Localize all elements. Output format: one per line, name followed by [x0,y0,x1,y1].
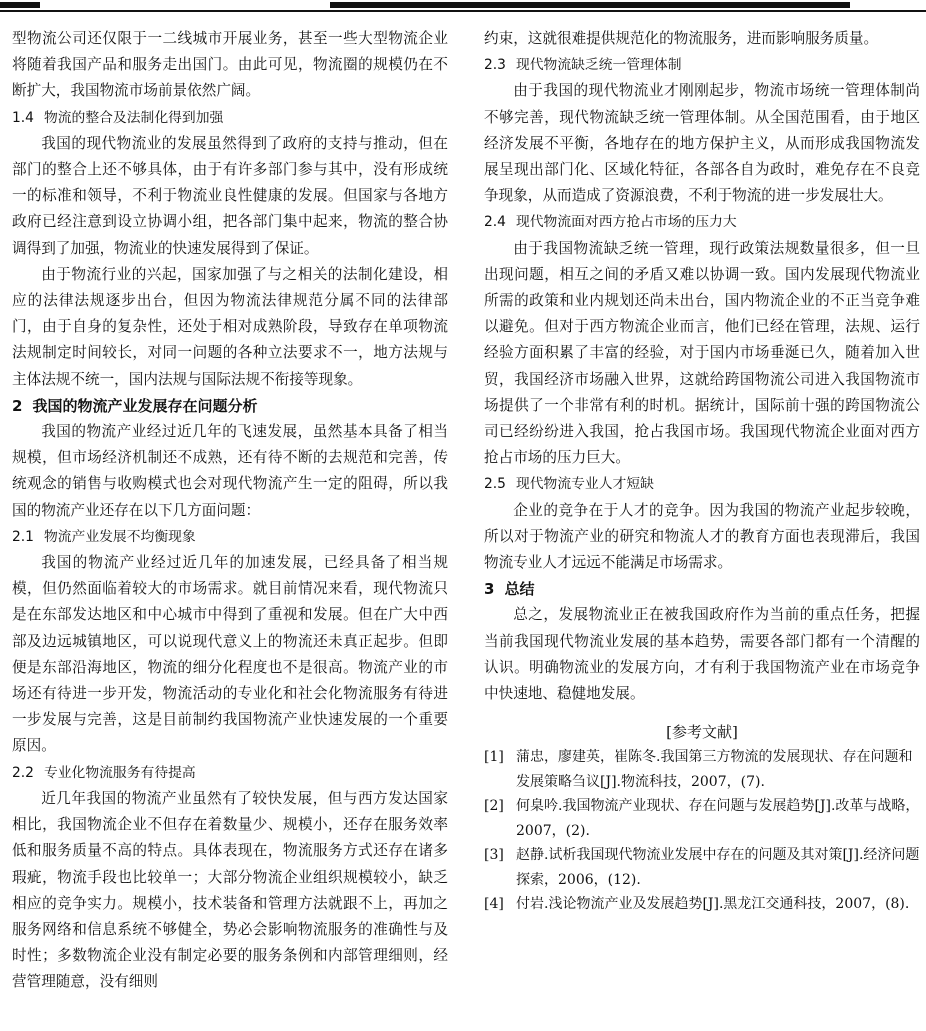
references-list [484,745,920,917]
paragraph: 型物流公司还仅限于一二线城市开展业务，甚至一些大型物流企业将随着我国产品和服务走出国门。由此可见，物流圈的规模仍在不断扩大，我国物流市场前景依然广阔。 [12,30,448,100]
paragraph: 我国的物流产业经过近几年的飞速发展，虽然基本具备了相当规模，但市场经济机制还不成熟，还有待不断的去规范和完善，传统观念的销售与收购模式也会对现代物流产生一定的阻碍，所以我国的物流产业还存在以下几方面问题： [12,423,448,519]
right-column [484,26,920,917]
section-heading-2 [12,393,448,419]
paragraph: 由于物流行业的兴起，国家加强了与之相关的法制化建设，相应的法律法规逐步出台，但因为物流法律规范分属不同的法律部门，由于自身的复杂性，还处于相对成熟阶段，导致存在单项物流法规制定时间较长，对同一问题的各种立法要求不一，地方法规与主体法规不统一，国内法规与国际法规不衔接等现象。 [12,265,448,388]
section-number: 2.1 [12,528,34,545]
reference-text: 何臬吟.我国物流产业现状、存在问题与发展趋势[J].改革与战略，2007，(2). [516,798,920,839]
header-fragment-center [330,2,850,8]
references-title: [参考文献] [666,723,738,742]
section-title: 物流产业发展不均衡现象 [43,528,196,545]
header-fragment-left [0,2,40,8]
section-number: 2.2 [12,764,34,781]
paragraph: 我国的物流产业经过近几年的加速发展，已经具备了相当规模，但仍然面临着较大的市场需求。就目前情况来看，现代物流只是在东部发达地区和中心城市中得到了重视和发展。但在广大中西部及边远城镇地区，可以说现代意义上的物流还未真正起步。但即便是东部沿海地区，物流的细分化程度也不是很高。物流产业的市场还有待进一步开发，物流活动的专业化和社会化物流服务有待进一步发展与完善，这是目前制约我国物流产业快速发展的一个重要原因。 [12,554,448,755]
reference-number: [4] [484,896,504,913]
section-heading-1-4 [12,105,448,131]
section-title: 专业化物流服务有待提高 [43,764,196,781]
section-title: 物流的整合及法制化得到加强 [43,109,224,126]
section-heading-2-2 [12,760,448,786]
section-number: 2.3 [484,57,506,74]
section-heading-3 [484,576,920,602]
section-heading-2-3 [484,52,920,78]
reference-item [484,843,920,892]
paragraph: 由于我国物流缺乏统一管理，现行政策法规数量很多，但一旦出现问题，相互之间的矛盾又难以协调一致。国内发展现代物流业所需的政策和业内规划还尚未出台，国内物流企业的不正当竞争难以避免。但对于西方物流企业而言，他们已经在管理，法规、运行经验方面积累了丰富的经验，对于国内市场垂涎已久，随着加入世贸，我国经济市场融入世界，这就给跨国物流公司进入我国物流市场提供了一个非常有利的时机。据统计，国际前十强的跨国物流公司已经纷纷进入我国，抢占我国市场。我国现代物流企业面对西方抢占市场的压力巨大。 [484,239,920,467]
section-number: 3 [484,580,495,599]
section-number: 2 [12,396,23,415]
reference-text: 赵静.试析我国现代物流业发展中存在的问题及其对策[J].经济问题探索，2006，(12). [516,847,920,888]
reference-item [484,745,920,794]
left-column [12,26,448,996]
reference-text: 付岩.浅论物流产业及发展趋势[J].黑龙江交通科技，2007，(8). [516,896,910,913]
section-number: 1.4 [12,109,34,126]
reference-item [484,794,920,843]
reference-item [484,892,920,917]
paragraph: 由于我国的现代物流业才刚刚起步，物流市场统一管理体制尚不够完善，现代物流缺乏统一管理体制。从全国范围看，由于地区经济发展不平衡，各地存在的地方保护主义，从而形成我国物流发展呈现出部门化、区域化特征，各部各自为政时，难免存在不良竞争现象，从而造成了资源浪费，不利于物流的进一步发展壮大。 [484,82,920,205]
section-heading-2-5 [484,471,920,497]
section-title: 现代物流专业人才短缺 [515,476,654,493]
reference-number: [2] [484,798,504,815]
section-number: 2.4 [484,214,506,231]
paragraph: 企业的竞争在于人才的竞争。因为我国的物流产业起步较晚，所以对于物流产业的研究和物流人才的教育方面也表现滞后，我国物流专业人才远远不能满足市场需求。 [484,501,920,572]
section-title: 总结 [504,580,535,599]
reference-text: 蒲忠，廖建英，崔陈冬.我国第三方物流的发展现状、存在问题和发展策略刍议[J].物流科技，2007，(7). [516,749,913,790]
reference-number: [1] [484,749,504,766]
section-title: 现代物流缺乏统一管理体制 [515,57,682,74]
paragraph: 近几年我国的物流产业虽然有了较快发展，但与西方发达国家相比，我国物流企业不但存在着数量少、规模小，还存在服务效率低和服务质量不高的特点。具体表现在，物流服务方式还存在诸多瑕疵，物流手段也比较单一；大部分物流企业组织规模较小，缺乏相应的竞争实力。规模小，技术装备和管理方法就跟不上，再加之服务网络和信息系统不够健全，势必会影响物流服务的准确性与及时性；多数物流企业没有制定必要的服务条例和内部管理细则，经营管理随意，没有细则 [12,789,448,991]
paragraph: 我国的现代物流业的发展虽然得到了政府的支持与推动，但在部门的整合上还不够具体，由于有许多部门参与其中，没有形成统一的标准和领导，不利于物流业良性健康的发展。但国家与各地方政府已经注意到设立协调小组，把各部门集中起来，物流的整合协调得到了加强，物流业的快速发展得到了保证。 [12,134,448,257]
section-heading-2-4 [484,209,920,235]
section-title: 现代物流面对西方抢占市场的压力大 [515,214,737,231]
paragraph: 约束，这就很难提供规范化的物流服务，进而影响服务质量。 [484,30,879,47]
section-title: 我国的物流产业发展存在问题分析 [32,396,258,415]
header-rule [0,0,926,12]
section-heading-2-1 [12,524,448,550]
section-number: 2.5 [484,476,506,493]
reference-number: [3] [484,847,504,864]
paragraph: 总之，发展物流业正在被我国政府作为当前的重点任务，把握当前我国现代物流业发展的基本趋势，需要各部门都有一个清醒的认识。明确物流业的发展方向，才有利于我国物流产业在市场竞争中快速地、稳健地发展。 [484,606,920,703]
